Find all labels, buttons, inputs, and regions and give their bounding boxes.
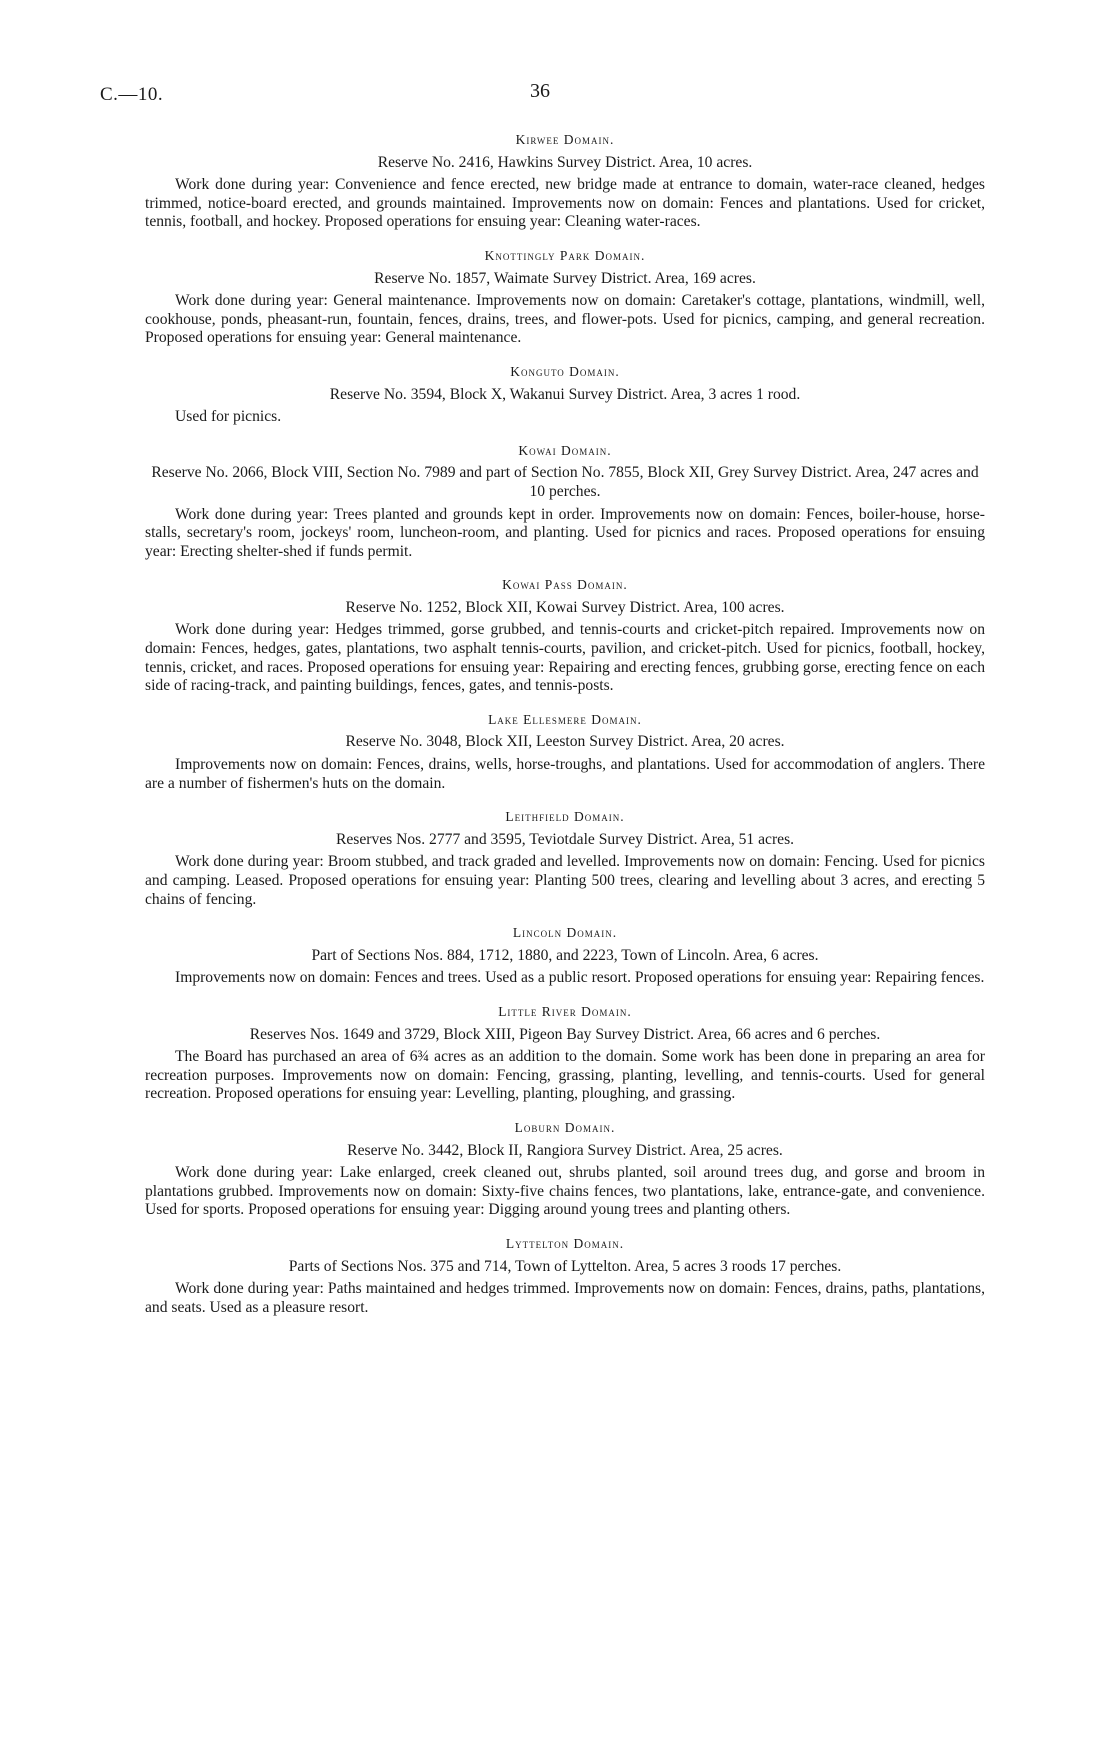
section-heading: Little River Domain.: [498, 1003, 632, 1019]
page-reference: C.—10.: [100, 84, 164, 105]
reserve-line: Reserves Nos. 1649 and 3729, Block XIII, Pigeon Bay Survey District. Area, 66 acres and 6 perches.: [249, 1025, 881, 1043]
section-lyttelton-domain: [145, 1235, 985, 1317]
reserve-line: Reserve No. 2416, Hawkins Survey District. Area, 10 acres.: [377, 153, 753, 171]
section-heading: Lake Ellesmere Domain.: [488, 711, 642, 727]
section-paragraph: Used for picnics.: [175, 408, 282, 426]
section-heading: Kowai Domain.: [518, 442, 612, 458]
section-paragraph: Work done during year: Trees planted and grounds kept in order. Improvements now on domain: Fences, boiler-house, horse-stalls, secretary's room, jockeys' room, luncheon-room, and planting. Used for picnics and races. Proposed operations for ensuing year: Erecting shelter-shed if funds permit.: [145, 505, 985, 560]
document-body: [145, 131, 985, 1332]
section-kowai-pass-domain: [145, 576, 985, 696]
section-heading: Lincoln Domain.: [512, 925, 618, 941]
section-lake-ellesmere-domain: [145, 711, 985, 793]
reserve-line: Reserve No. 1857, Waimate Survey District. Area, 169 acres.: [374, 269, 756, 287]
reserve-line: Reserve No. 3442, Block II, Rangiora Survey District. Area, 25 acres.: [347, 1141, 783, 1159]
reserve-line: Parts of Sections Nos. 375 and 714, Town of Lyttelton. Area, 5 acres 3 roods 17 perches.: [288, 1257, 842, 1275]
section-paragraph: Work done during year: Lake enlarged, creek cleaned out, shrubs planted, soil around trees dug, and gorse and broom in plantations grubbed. Improvements now on domain: Sixty-five chains fences, two plantations, lake, entrance-gate, and convenience. Used for sports. Proposed operations for ensuing year: Digging around young trees and planting others.: [145, 1164, 985, 1219]
section-paragraph: Improvements now on domain: Fences, drains, wells, horse-troughs, and plantations. Used for accommodation of anglers. There are a number of fishermen's huts on the domain.: [145, 756, 985, 792]
section-paragraph: Work done during year: Hedges trimmed, gorse grubbed, and tennis-courts and cricket-pitch repaired. Improvements now on domain: Fences, hedges, gates, plantations, two asphalt tennis-courts, pavilion, and cricket-pitch. Used for picnics, football, hockey, tennis, cricket, and races. Proposed operations for ensuing year: Repairing and erecting fences, grubbing gorse, erecting fence on each side of racing-track, and painting buildings, fences, gates, and tennis-posts.: [145, 621, 985, 695]
reserve-line: Reserve No. 1252, Block XII, Kowai Survey District. Area, 100 acres.: [345, 598, 785, 616]
section-little-river-domain: [145, 1003, 985, 1104]
reserve-line: Reserve No. 3048, Block XII, Leeston Survey District. Area, 20 acres.: [345, 733, 785, 751]
section-heading: Loburn Domain.: [514, 1119, 616, 1135]
section-paragraph: Work done during year: Convenience and fence erected, new bridge made at entrance to domain, water-race cleaned, hedges trimmed, notice-board erected, and grounds maintained. Improvements now on domain: Fences and plantations. Used for cricket, tennis, football, and hockey. Proposed operations for ensuing year: Cleaning water-races.: [145, 176, 985, 231]
reserve-line: Reserve No. 3594, Block X, Wakanui Survey District. Area, 3 acres 1 rood.: [329, 385, 801, 403]
section-leithfield-domain: [145, 808, 985, 909]
section-heading: Knottingly Park Domain.: [484, 247, 646, 263]
section-loburn-domain: [145, 1119, 985, 1220]
reserve-line: Reserves Nos. 2777 and 3595, Teviotdale Survey District. Area, 51 acres.: [335, 830, 795, 848]
section-paragraph: Improvements now on domain: Fences and trees. Used as a public resort. Proposed operations for ensuing year: Repairing fences.: [175, 969, 985, 987]
section-paragraph: Work done during year: Paths maintained and hedges trimmed. Improvements now on domain: Fences, drains, paths, plantations, and seats. Used as a pleasure resort.: [145, 1280, 985, 1316]
section-lincoln-domain: [145, 924, 985, 988]
section-heading: Konguto Domain.: [510, 363, 620, 379]
section-konguto-domain: [145, 363, 985, 427]
reserve-line: Reserve No. 2066, Block VIII, Section No. 7989 and part of Section No. 7855, Block XII, Grey Survey District. Area, 247 acres and 10 perches.: [151, 464, 979, 500]
section-knottingly-park-domain: [145, 247, 985, 348]
section-paragraph: Work done during year: General maintenance. Improvements now on domain: Caretaker's cottage, plantations, windmill, well, cookhouse, ponds, pheasant-run, fountain, fences, drains, trees, and flower-pots. Used for picnics, camping, and general recreation. Proposed operations for ensuing year: General maintenance.: [145, 292, 985, 347]
section-heading: Lyttelton Domain.: [505, 1235, 625, 1251]
section-paragraph: Work done during year: Broom stubbed, and track graded and levelled. Improvements now on domain: Fencing. Used for picnics and camping. Leased. Proposed operations for ensuing year: Planting 500 trees, clearing and levelling about 3 acres, and erecting 5 chains of fencing.: [145, 853, 985, 908]
reserve-line: Part of Sections Nos. 884, 1712, 1880, and 2223, Town of Lincoln. Area, 6 acres.: [311, 946, 819, 964]
section-heading: Kirwee Domain.: [515, 132, 615, 147]
section-heading: Leithfield Domain.: [505, 809, 625, 825]
page-number: 36: [530, 80, 550, 102]
section-kirwee-domain: [145, 131, 985, 232]
section-kowai-domain: [145, 442, 985, 562]
section-heading: Kowai Pass Domain.: [502, 577, 628, 593]
section-paragraph: The Board has purchased an area of 6¾ acres as an addition to the domain. Some work has been done in preparing an area for recreation purposes. Improvements now on domain: Fencing, grassing, planting, levelling, and tennis-courts. Used for general recreation. Proposed operations for ensuing year: Levelling, planting, ploughing, and grassing.: [145, 1048, 985, 1103]
